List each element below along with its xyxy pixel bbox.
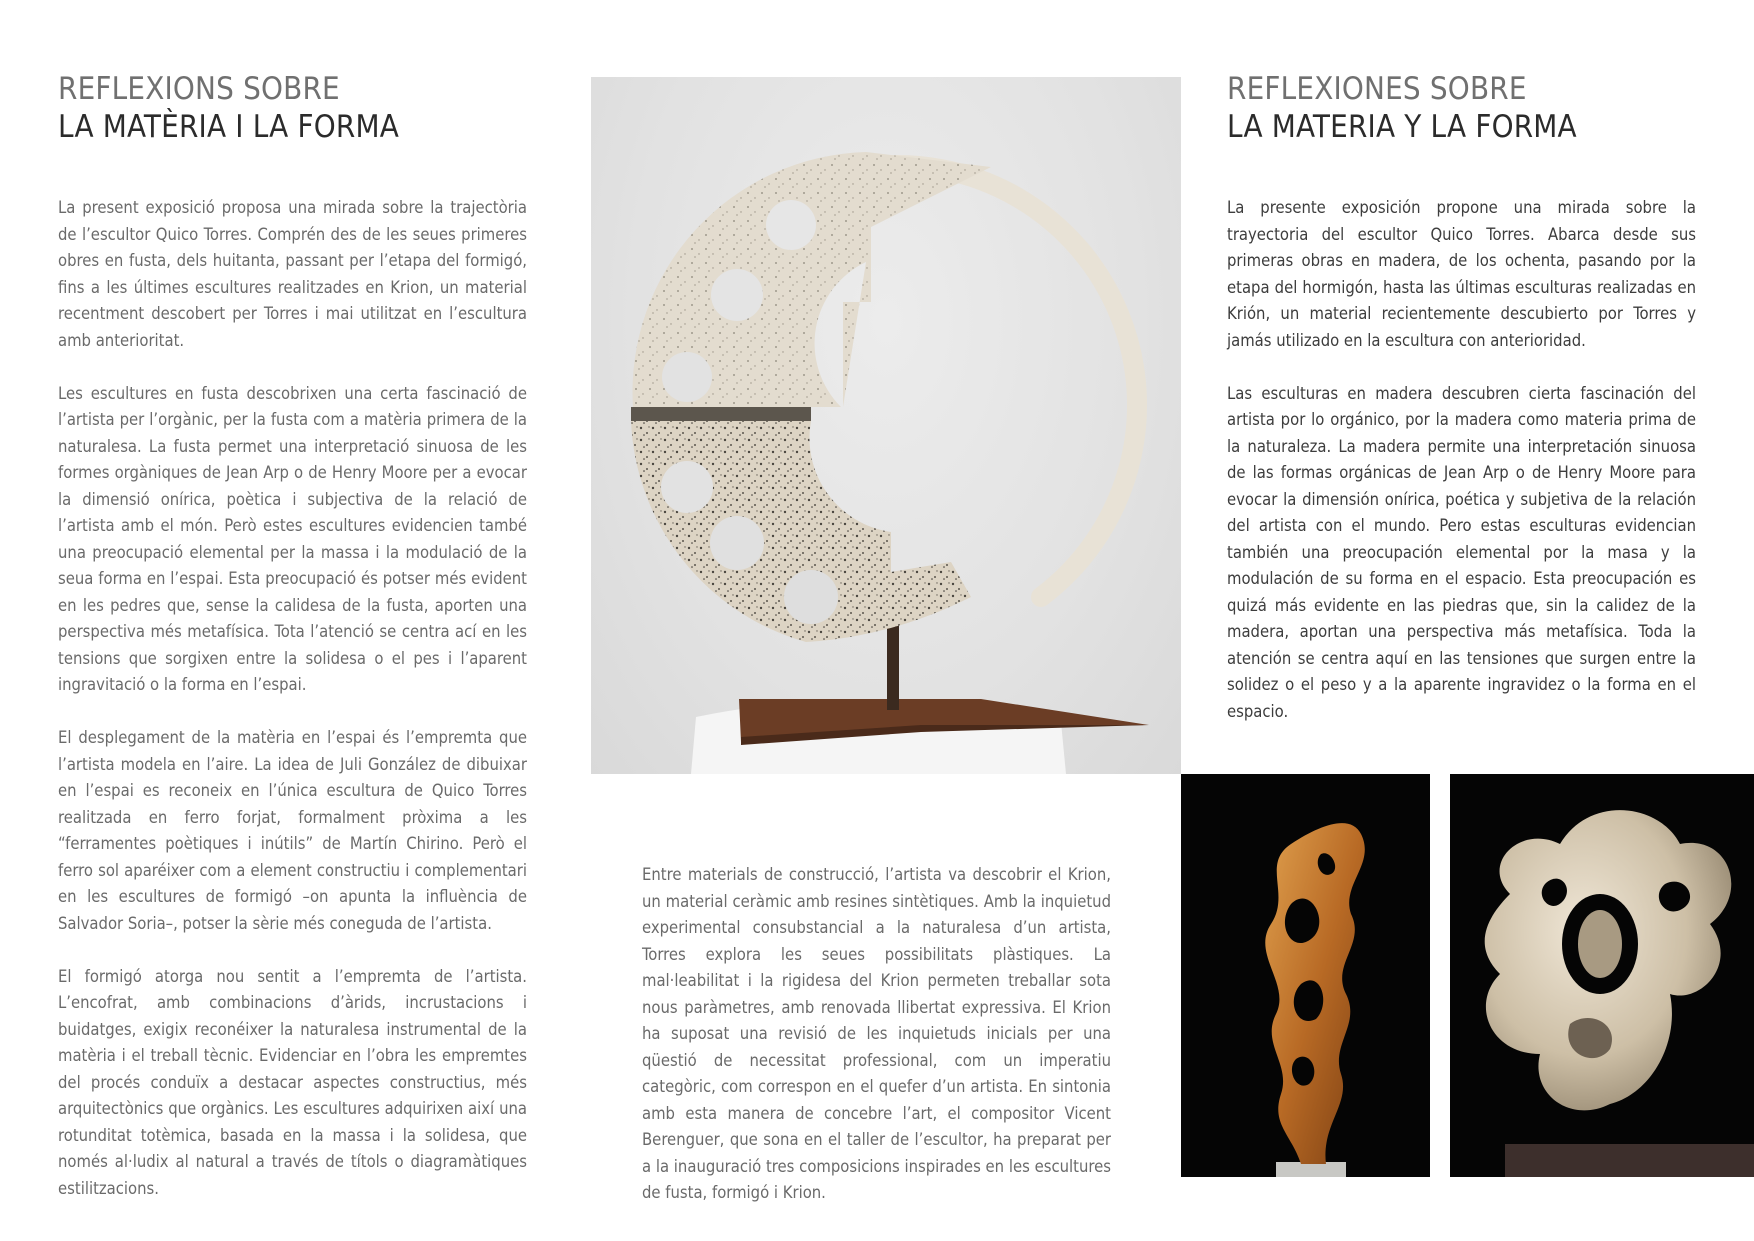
spanish-paragraph: Las esculturas en madera descubren cierta fascinación del artista por lo orgánico, por la madera como materia prima de la naturaleza. La madera permite una interpretación sinuosa de las formas orgánicas de Jean Arp o de Henry Moore para evocar la dimensión onírica, poética y subjetiva de la relación del artista con el mundo. Pero estas esculturas evidencian también una preocupación elemental por la masa y la modulación de su forma en el espacio. Esta preocupación es quizá más evidente en las piedras que, sin la calidez de la madera, aportan una perspectiva más metafísica. Toda la atención se centra aquí en las tensiones que surgen entre la solidez o el peso y a la aparente ingravidez o la forma en el espacio. [1227,383,1696,721]
spanish-title-line2: LA MATERIA Y LA FORMA [1227,109,1577,145]
wood-sculpture-image [1181,774,1430,1177]
krion-text-column [642,862,1111,1233]
spanish-title-line1: REFLEXIONES SOBRE [1227,71,1527,107]
catalan-paragraph: El desplegament de la matèria en l’espai és l’empremta que l’artista modela en l’aire. La idea de Juli González de dibuixar en l’espai es reconeix en l’única escultura de Quico Torres realitzada en ferro forjat, formalment pròxima a les “ferramentes poètiques i inútils” de Martín Chirino. Però el ferro sol aparéixer com a element constructiu i complementari en les escultures de formigó –on apunta la influència de Salvador Soria–, potser la sèrie més coneguda de l’artista. [58,728,527,933]
catalan-title-line2: LA MATÈRIA I LA FORMA [58,109,400,145]
krion-sculpture-photo [1450,774,1754,1177]
krion-paragraph: Entre materials de construcció, l’artista va descobrir el Krion, un material ceràmic amb resines sintètiques. Amb la inquietud experimental consubstancial a la naturalesa d’un artista, Torres explora les seues possibilitats plàstiques. La mal·leabilitat i la rigidesa del Krion permeten treballar sota nous paràmetres, amb renovada llibertat expressiva. El Krion ha suposat una revisió de les inquietuds inicials per una qüestió de necessitat professional, com un imperatiu categòric, com correspon en el quefer d’un artista. En sintonia amb esta manera de concebre l’art, el compositor Vicent Berenguer, que sona en el taller de l’escultor, ha preparat per a la inauguració tres composicions inspirades en les escultures de fusta, formigó i Krion. [642,865,1111,1202]
krion-sculpture-image [1450,774,1754,1177]
stone-sculpture-photo [591,77,1181,774]
catalan-paragraph: La present exposició proposa una mirada sobre la trajectòria de l’escultor Quico Torres. Comprén des de les seues primeres obres en fusta, dels huitanta, passant per l’etapa del formigó, fins a les últimes escultures realitzades en Krion, un material recentment descobert per Torres i mai utilitzat en l’escultura amb anterioritat. [58,198,527,350]
spanish-title [1227,70,1577,146]
catalan-text-column [58,195,527,1229]
stone-sculpture-image [591,77,1181,774]
spanish-paragraph: La presente exposición propone una mirada sobre la trayectoria del escultor Quico Torres. Abarca desde sus primeras obras en madera, de los ochenta, pasando por la etapa del hormigón, hasta las últimas esculturas realizadas en Krión, un material recientemente descubierto por Torres y jamás utilizado en la escultura con anterioridad. [1227,198,1696,350]
catalan-title-line1: REFLEXIONS SOBRE [58,71,340,107]
spanish-text-column [1227,195,1696,752]
wood-sculpture-photo [1181,774,1430,1177]
catalan-paragraph: El formigó atorga nou sentit a l’empremta de l’artista. L’encofrat, amb combinacions d’àrids, incrustacions i buidatges, exigix reconéixer la naturalesa instrumental de la matèria i el treball tècnic. Evidenciar en l’obra les empremtes del procés conduïx a destacar aspectes constructius, més arquitectònics que orgànics. Les escultures adquirixen així una rotunditat totèmica, basada en la massa i la solidesa, que només al·ludix al natural a través de títols o diagramàtiques estilitzacions. [58,966,527,1198]
catalan-paragraph: Les escultures en fusta descobrixen una certa fascinació de l’artista per l’orgànic, per la fusta com a matèria primera de la naturalesa. La fusta permet una interpretació sinuosa de les formes orgàniques de Jean Arp o de Henry Moore per a evocar la dimensió onírica, poètica i subjectiva de la relació de l’artista amb el món. Però estes escultures evidencien també una preocupació elemental per la massa i la modulació de la seua forma en l’espai. Esta preocupació és potser més evident en les pedres que, sense la calidesa de la fusta, aporten una perspectiva més metafísica. Tota l’atenció se centra ací en les tensions que sorgixen entre la solidesa o el pes i l’aparent ingravitació o la forma en l’espai. [58,383,527,694]
catalan-title [58,70,399,146]
